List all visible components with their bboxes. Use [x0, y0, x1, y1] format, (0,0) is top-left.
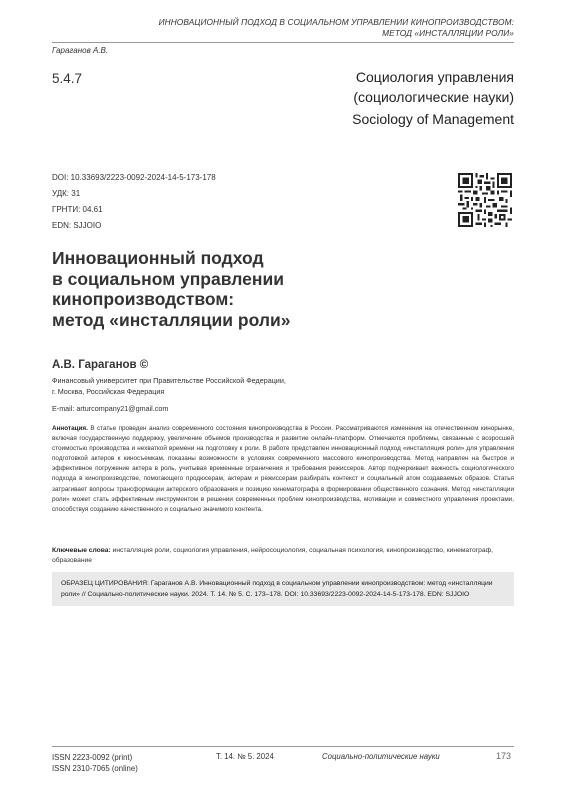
- header-divider: [52, 42, 514, 43]
- title-line1: Инновационный подход: [52, 248, 264, 268]
- section-number: 5.4.7: [52, 71, 83, 86]
- affiliation-line1: Финансовый университет при Правительстве Российской Федерации,: [52, 376, 286, 385]
- journal-section: [352, 67, 514, 129]
- citation-text: ОБРАЗЕЦ ЦИТИРОВАНИЯ: Гараганов А.В. Инновационный подход в социальном управлении кинопроизводством: метод «инсталляции роли» // Социально-политические науки. 2024. Т. 14. № 5. С. 173–178. DOI: 10.33693/2223-0092-2024-14-5-173-178. EDN: SJJOIO: [61, 580, 493, 598]
- abstract-text: В статье проведен анализ современного состояния кинопроизводства в России. Рассматриваются изменения на отечественном кинорынке, включая государственную поддержку, увеличение объемов производства и развитие онлайн-платформ. Отмечаются проблемы, связанные с возросшей стоимостью производства и нехваткой времени на подготовку к роли. В работе представлен инновационный подход «инсталляция роли» для управления подготовкой актеров к киносъемкам, показаны возможности в условиях современного массового кинопроизводства. Метод направлен на быстрое и эффективное погружение актера в роль, учитывая временные ограничения и требования режиссеров. Автор подчеркивает важность социологического подхода в кинопроизводстве, помогающего продюсерам, актерам и режиссерам разбирать контекст и социальный атом создаваемых образов. Статья затрагивает вопросы трансформации актерского образования и позицию кинематографа в формировании общественного сознания. Метод «инсталляции роли» может стать эффективным инструментом в решении современных проблем кинопроизводства, мотивации и совместного управления проектами, способствуя созданию качественного и социально значимого контента.: [52, 425, 514, 513]
- citation-box: [52, 572, 514, 606]
- running-title-line2: МЕТОД «ИНСТАЛЛЯЦИИ РОЛИ»: [382, 28, 514, 38]
- author-name: А.В. Гараганов ©: [52, 359, 149, 371]
- keywords: [52, 546, 514, 567]
- abstract: [52, 424, 514, 515]
- abstract-label: Аннотация.: [52, 425, 88, 432]
- affiliation-line2: г. Москва, Российская Федерация: [52, 387, 165, 396]
- journal-section-ru-line1: Социология управления: [355, 69, 514, 85]
- edn: EDN: SJJOIO: [52, 221, 102, 230]
- grnti: ГРНТИ: 04.61: [52, 205, 103, 214]
- journal-section-ru-line2: (социологические науки): [353, 89, 514, 105]
- title-line4: метод «инсталляции роли»: [52, 309, 291, 330]
- issn-block: [52, 752, 138, 774]
- footer-divider: [52, 746, 514, 747]
- issn-print: ISSN 2223-0092 (print): [52, 753, 133, 762]
- keywords-label: Ключевые слова:: [52, 547, 111, 554]
- author-short: Гараганов А.В.: [52, 46, 109, 55]
- volume-issue: Т. 14. № 5. 2024: [216, 752, 274, 761]
- keywords-text: инсталляция роли, социология управления, нейросоциология, социальная психология, кинопроизводство, кинематограф, образование: [52, 547, 493, 565]
- running-title-line1: ИННОВАЦИОННЫЙ ПОДХОД В СОЦИАЛЬНОМ УПРАВЛЕНИИ КИНОПРОИЗВОДСТВОМ:: [158, 17, 514, 27]
- journal-section-en: Sociology of Management: [352, 111, 514, 127]
- udk: УДК: 31: [52, 189, 81, 198]
- qr-code-icon: [458, 173, 512, 227]
- title-line2: в социальном управлении: [52, 268, 284, 289]
- title-line3: кинопроизводством:: [52, 289, 235, 309]
- article-meta: [52, 170, 216, 234]
- running-head: [140, 17, 514, 39]
- affiliation: [52, 375, 372, 397]
- journal-name: Социально-политические науки: [322, 752, 440, 761]
- author-email: E-mail: arturcompany21@gmail.com: [52, 404, 169, 413]
- issn-online: ISSN 2310-7065 (online): [52, 764, 138, 773]
- article-title: [52, 248, 352, 330]
- page-number: 173: [496, 751, 512, 761]
- doi: DOI: 10.33693/2223-0092-2024-14-5-173-178: [52, 173, 216, 182]
